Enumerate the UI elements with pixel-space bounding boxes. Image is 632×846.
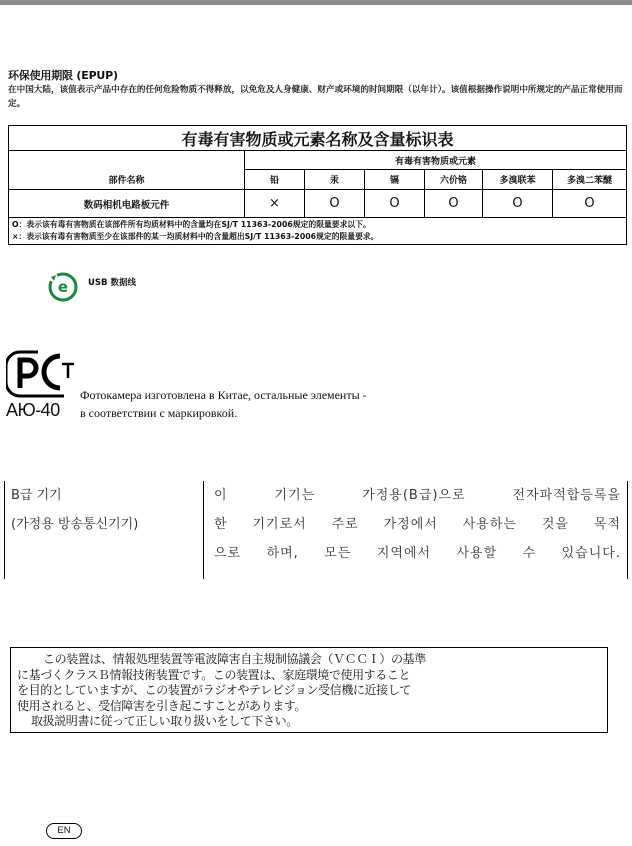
mark-cell-mercury: O xyxy=(305,190,365,218)
vcci-line: 使用されると、受信障害を引き起こすことがあります。 xyxy=(17,698,307,713)
substance-header-pbde: 多溴二苯醚 xyxy=(553,170,627,190)
russian-line: Фотокамера изготовлена в Китае, остальные элементы - xyxy=(80,388,367,402)
korean-text-line: 한 기기로서 주로 가정에서 사용하는 것을 목적 xyxy=(214,517,621,532)
korean-class-line: B급 기기 xyxy=(11,488,62,503)
substance-header-lead: 铅 xyxy=(245,170,305,190)
korean-class-text xyxy=(204,481,628,579)
top-rule xyxy=(0,0,632,5)
mark-cell-pbde: O xyxy=(553,190,627,218)
gost-certificate-code: АЮ-40 xyxy=(6,400,60,420)
vcci-line: を目的としていますが、この装置がラジオやテレビジョン受信機に近接して xyxy=(17,683,411,697)
part-name-cell: 数码相机电路板元件 xyxy=(9,190,245,218)
epup-description: 在中国大陆，该值表示产品中存在的任何危险物质不得释放，以免危及人身健康、财产或环境的时间期限（以年计）。该值根据操作说明中所规定的产品正常使用而定。 xyxy=(8,85,623,109)
usb-cable-label: USB 数据线 xyxy=(88,278,136,288)
note-x: ×：表示该有毒有害物质至少在该部件的某一均质材料中的含量超出SJ/T 11363-2006规定的限量要求。 xyxy=(12,232,379,241)
vcci-line: 取扱説明書に従って正しい取り扱いをして下さい。 xyxy=(31,714,298,728)
table-row xyxy=(9,190,627,218)
hazardous-substance-table xyxy=(8,125,627,245)
russian-manufacture-note xyxy=(80,386,367,422)
korean-text-line: 으로 하며, 모든 지역에서 사용할 수 있습니다. xyxy=(214,546,621,561)
part-name-header: 部件名称 xyxy=(9,151,245,190)
pct-certification-icon xyxy=(6,348,78,400)
substance-header-mercury: 汞 xyxy=(305,170,365,190)
korean-class-line: (가정용 방송통신기기) xyxy=(11,517,139,532)
vcci-line: この装置は、情報処理装置等電波障害自主規制協議会（ＶＣＣＩ）の基準 xyxy=(43,652,426,666)
mark-cell-pbb: O xyxy=(483,190,553,218)
mark-cell-cadmium: O xyxy=(365,190,425,218)
note-o: O：表示该有毒有害物质在该部件所有均质材料中的含量均在SJ/T 11363-2006规定的限量要求以下。 xyxy=(12,220,371,229)
table-notes xyxy=(9,218,627,245)
usb-cable-epup-row xyxy=(48,272,136,302)
epup-title: 环保使用期限 (EPUP) xyxy=(8,69,118,82)
korean-class-label xyxy=(5,481,204,579)
vcci-line: に基づくクラスＢ情報技術装置です。この装置は、家庭環境で使用すること xyxy=(17,667,411,682)
table-title: 有毒有害物质或元素名称及含量标识表 xyxy=(9,126,627,151)
svg-text:e: e xyxy=(57,278,69,296)
korean-class-b-notice xyxy=(4,481,628,579)
substance-header-chromium: 六价铬 xyxy=(425,170,483,190)
epup-e-icon xyxy=(48,272,78,302)
substance-group-header: 有毒有害物质或元素 xyxy=(245,151,627,170)
substance-header-pbb: 多溴联苯 xyxy=(483,170,553,190)
vcci-notice-box xyxy=(10,647,608,733)
korean-text-line: 이 기기는 가정용(B급)으로 전자파적합등록을 xyxy=(214,488,621,503)
russian-line: в соответствии с маркировкой. xyxy=(80,406,238,420)
mark-cell-chromium: O xyxy=(425,190,483,218)
substance-header-cadmium: 镉 xyxy=(365,170,425,190)
language-badge: EN xyxy=(46,823,82,839)
mark-cell-lead: × xyxy=(245,190,305,218)
